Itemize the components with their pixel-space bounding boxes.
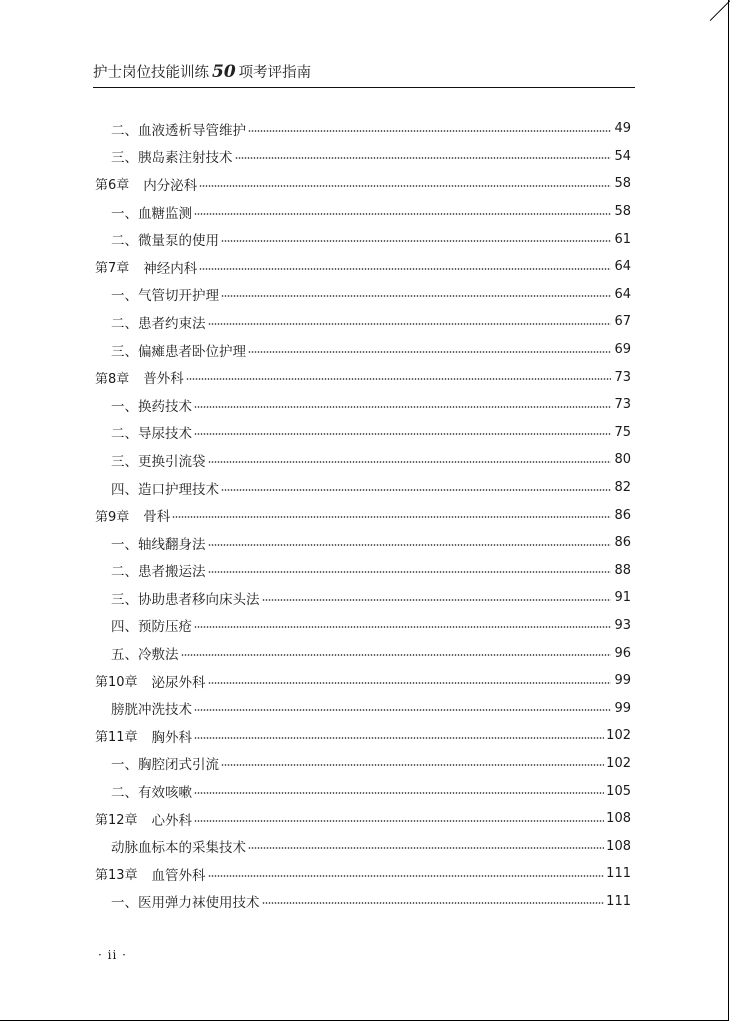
- dot-leader: [194, 406, 611, 408]
- toc-section-entry[interactable]: [95, 529, 631, 557]
- page-number: 67: [614, 314, 631, 330]
- toc-section-entry[interactable]: [95, 474, 631, 502]
- toc-section-entry[interactable]: [95, 308, 631, 336]
- section-title: 一、血糖监测: [111, 205, 192, 222]
- toc-section-entry[interactable]: [95, 391, 631, 419]
- toc-section-entry[interactable]: [95, 281, 631, 309]
- dot-leader: [172, 516, 611, 518]
- page-number: 80: [614, 452, 631, 468]
- table-of-contents: [95, 115, 631, 915]
- toc-chapter-entry[interactable]: [95, 860, 631, 888]
- toc-chapter-entry[interactable]: [95, 363, 631, 391]
- section-title: 四、造口护理技术: [111, 481, 219, 498]
- chapter-number: 第13章: [95, 868, 138, 884]
- book-title: [93, 61, 311, 82]
- section-title: 三、协助患者移向床头法: [111, 591, 260, 608]
- toc-section-entry[interactable]: [95, 584, 631, 612]
- dot-leader: [248, 130, 611, 132]
- page-number: 102: [606, 728, 631, 744]
- page-number: 64: [614, 286, 631, 302]
- page-number: 93: [614, 617, 631, 633]
- dot-leader: [194, 709, 611, 711]
- toc-section-entry[interactable]: [95, 143, 631, 171]
- toc-chapter-entry[interactable]: [95, 170, 631, 198]
- toc-section-entry[interactable]: [95, 336, 631, 364]
- chapter-number: 第6章: [95, 178, 130, 194]
- chapter-title: 胸外科: [151, 729, 193, 746]
- toc-section-entry[interactable]: [95, 225, 631, 253]
- chapter-title: 血管外科: [151, 867, 206, 884]
- chapter-title: 普外科: [143, 371, 184, 388]
- page-number: 58: [614, 204, 631, 220]
- page-folio: · ii ·: [98, 948, 127, 962]
- toc-section-entry[interactable]: [95, 446, 631, 474]
- toc-section-entry[interactable]: [95, 419, 631, 447]
- book-title-suffix: 项考评指南: [238, 65, 312, 81]
- dot-leader: [181, 654, 612, 656]
- section-title: 膀胱冲洗技术: [111, 702, 192, 719]
- toc-section-entry[interactable]: [95, 198, 631, 226]
- page-number: 111: [606, 866, 631, 882]
- chapter-title: 心外科: [151, 812, 193, 829]
- dot-leader: [194, 626, 611, 628]
- book-title-prefix: 护士岗位技能训练: [93, 65, 209, 81]
- dot-leader: [194, 820, 604, 822]
- page-number: 86: [614, 535, 631, 551]
- dot-leader: [194, 792, 604, 794]
- page-number: 86: [614, 507, 631, 523]
- toc-section-entry[interactable]: [95, 750, 631, 778]
- dot-leader: [186, 378, 611, 380]
- toc-chapter-entry[interactable]: [95, 501, 631, 529]
- running-header: [93, 60, 635, 88]
- page-number: 108: [606, 838, 631, 854]
- page-number: 96: [614, 645, 631, 661]
- section-title: 二、导尿技术: [111, 426, 192, 443]
- chapter-title: 内分泌科: [143, 177, 198, 194]
- chapter-number: 第12章: [95, 813, 138, 829]
- toc-section-entry[interactable]: [95, 115, 631, 143]
- chapter-title: 神经内科: [143, 260, 198, 277]
- dot-leader: [208, 875, 605, 877]
- page-number: 105: [606, 783, 631, 799]
- section-title: 二、微量泵的使用: [111, 233, 219, 250]
- toc-section-entry[interactable]: [95, 777, 631, 805]
- page-number: 108: [606, 811, 631, 827]
- chapter-number: 第10章: [95, 675, 138, 691]
- chapter-title: 泌尿外科: [151, 674, 206, 691]
- toc-chapter-entry[interactable]: [95, 805, 631, 833]
- chapter-number: 第8章: [95, 371, 130, 387]
- dot-leader: [199, 268, 611, 270]
- dot-leader: [221, 764, 604, 766]
- dot-leader: [194, 213, 611, 215]
- page-number: 73: [614, 397, 631, 413]
- toc-chapter-entry[interactable]: [95, 253, 631, 281]
- chapter-number: 第11章: [95, 730, 138, 746]
- dot-leader: [194, 737, 604, 739]
- page-number: 73: [614, 369, 631, 385]
- toc-section-entry[interactable]: [95, 694, 631, 722]
- page-number: 54: [614, 148, 631, 164]
- page-number: 82: [614, 480, 631, 496]
- page-corner-fold: [708, 0, 730, 22]
- page-number: 61: [614, 231, 631, 247]
- toc-section-entry[interactable]: [95, 557, 631, 585]
- section-title: 四、预防压疮: [111, 619, 192, 636]
- dot-leader: [248, 351, 611, 353]
- section-title: 二、血液透析导管维护: [111, 122, 246, 139]
- section-title: 二、患者搬运法: [111, 564, 206, 581]
- page-number: 69: [614, 342, 631, 358]
- section-title: 一、换药技术: [111, 398, 192, 415]
- section-title: 一、轴线翻身法: [111, 536, 206, 553]
- dot-leader: [248, 847, 604, 849]
- page-number: 88: [614, 562, 631, 578]
- section-title: 一、医用弹力袜使用技术: [111, 895, 260, 912]
- toc-section-entry[interactable]: [95, 639, 631, 667]
- page-number: 75: [614, 424, 631, 440]
- chapter-number: 第9章: [95, 509, 130, 525]
- toc-section-entry[interactable]: [95, 832, 631, 860]
- toc-section-entry[interactable]: [95, 888, 631, 916]
- dot-leader: [194, 433, 611, 435]
- dot-leader: [208, 323, 612, 325]
- page-number: 99: [614, 673, 631, 689]
- toc-section-entry[interactable]: [95, 612, 631, 640]
- page-number: 99: [614, 700, 631, 716]
- dot-leader: [208, 682, 611, 684]
- section-title: 三、胰岛素注射技术: [111, 150, 233, 167]
- dot-leader: [262, 599, 612, 601]
- dot-leader: [221, 489, 611, 491]
- chapter-number: 第7章: [95, 261, 130, 277]
- section-title: 一、气管切开护理: [111, 288, 219, 305]
- page-number: 91: [614, 590, 631, 606]
- book-title-number: 50: [212, 62, 236, 82]
- dot-leader: [221, 295, 611, 297]
- section-title: 三、更换引流袋: [111, 453, 206, 470]
- section-title: 三、偏瘫患者卧位护理: [111, 343, 246, 360]
- section-title: 五、冷敷法: [111, 647, 179, 664]
- section-title: 一、胸腔闭式引流: [111, 757, 219, 774]
- page-number: 102: [606, 755, 631, 771]
- chapter-title: 骨科: [143, 509, 171, 526]
- dot-leader: [199, 185, 611, 187]
- toc-chapter-entry[interactable]: [95, 722, 631, 750]
- section-title: 动脉血标本的采集技术: [111, 840, 246, 857]
- dot-leader: [262, 902, 605, 904]
- page-number: 111: [606, 893, 631, 909]
- page-number: 64: [614, 259, 631, 275]
- dot-leader: [208, 461, 612, 463]
- section-title: 二、患者约束法: [111, 315, 206, 332]
- toc-chapter-entry[interactable]: [95, 667, 631, 695]
- dot-leader: [221, 240, 611, 242]
- dot-leader: [208, 544, 612, 546]
- section-title: 二、有效咳嗽: [111, 785, 192, 802]
- page-number: 58: [614, 176, 631, 192]
- dot-leader: [235, 157, 612, 159]
- page-number: 49: [614, 121, 631, 137]
- dot-leader: [208, 571, 612, 573]
